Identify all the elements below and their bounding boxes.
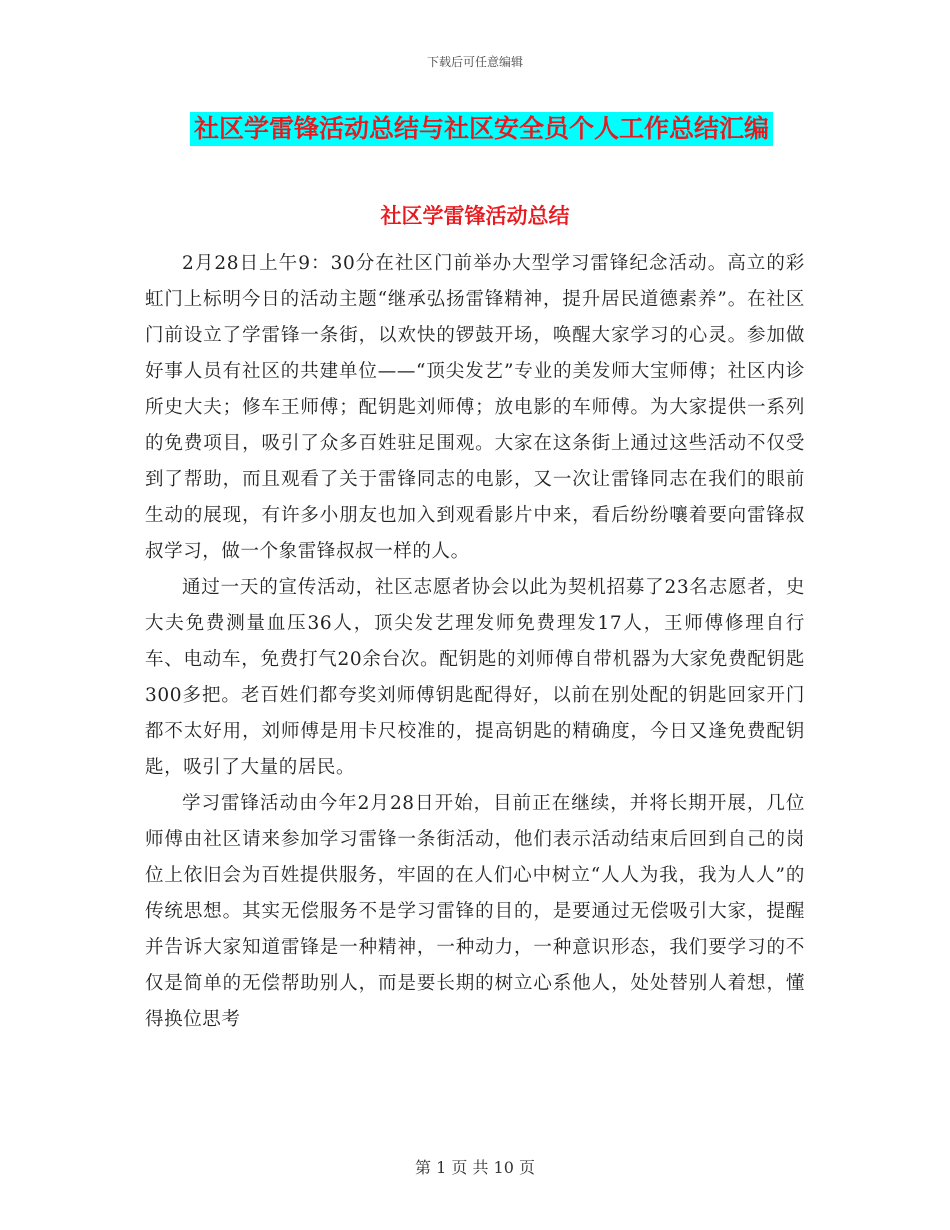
main-title-container — [190, 112, 800, 146]
main-title: 社区学雷锋活动总结与社区安全员个人工作总结汇编 — [190, 112, 773, 146]
header-note: 下载后可任意编辑 — [426, 55, 523, 69]
paragraph-1: 2月28日上午9：30分在社区门前举办大型学习雷锋纪念活动。高立的彩虹门上标明今日的活动主题“继承弘扬雷锋精神，提升居民道德素养”。在社区门前设立了学雷锋一条街，以欢快的锣鼓开场，唤醒大家学习的心灵。参加做好事人员有社区的共建单位——“顶尖发艺”专业的美发师大宝师傅；社区内诊所史大夫；修车王师傅；配钥匙刘师傅；放电影的车师傅。为大家提供一系列的免费项目，吸引了众多百姓驻足围观。大家在这条街上通过这些活动不仅受到了帮助，而且观看了关于雷锋同志的电影，又一次让雷锋同志在我们的眼前生动的展现，有许多小朋友也加入到观看影片中来，看后纷纷嚷着要向雷锋叔叔学习，做一个象雷锋叔叔一样的人。 — [145, 253, 805, 562]
paragraph-2: 通过一天的宣传活动，社区志愿者协会以此为契机招募了23名志愿者，史大夫免费测量血压36人，顶尖发艺理发师免费理发17人，王师傅修理自行车、电动车，免费打气20余台次。配钥匙的刘师傅自带机器为大家免费配钥匙300多把。老百姓们都夸奖刘师傅钥匙配得好，以前在别处配的钥匙回家开门都不太好用，刘师傅是用卡尺校准的，提高钥匙的精确度，今日又逢免费配钥匙，吸引了大量的居民。 — [145, 577, 805, 778]
section-title: 社区学雷锋活动总结 — [380, 203, 570, 228]
document-body — [145, 246, 805, 1038]
paragraph-3: 学习雷锋活动由今年2月28日开始，目前正在继续，并将长期开展，几位师傅由社区请来参加学习雷锋一条街活动，他们表示活动结束后回到自己的岗位上依旧会为百姓提供服务，牢固的在人们心中树立“人人为我，我为人人”的传统思想。其实无偿服务不是学习雷锋的目的，是要通过无偿吸引大家，提醒并告诉大家知道雷锋是一种精神，一种动力，一种意识形态，我们要学习的不仅是简单的无偿帮助别人，而是要长期的树立心系他人，处处替别人着想，懂得换位思考 — [145, 793, 805, 1030]
page-footer: 第 1 页 共 10 页 — [415, 1158, 535, 1177]
